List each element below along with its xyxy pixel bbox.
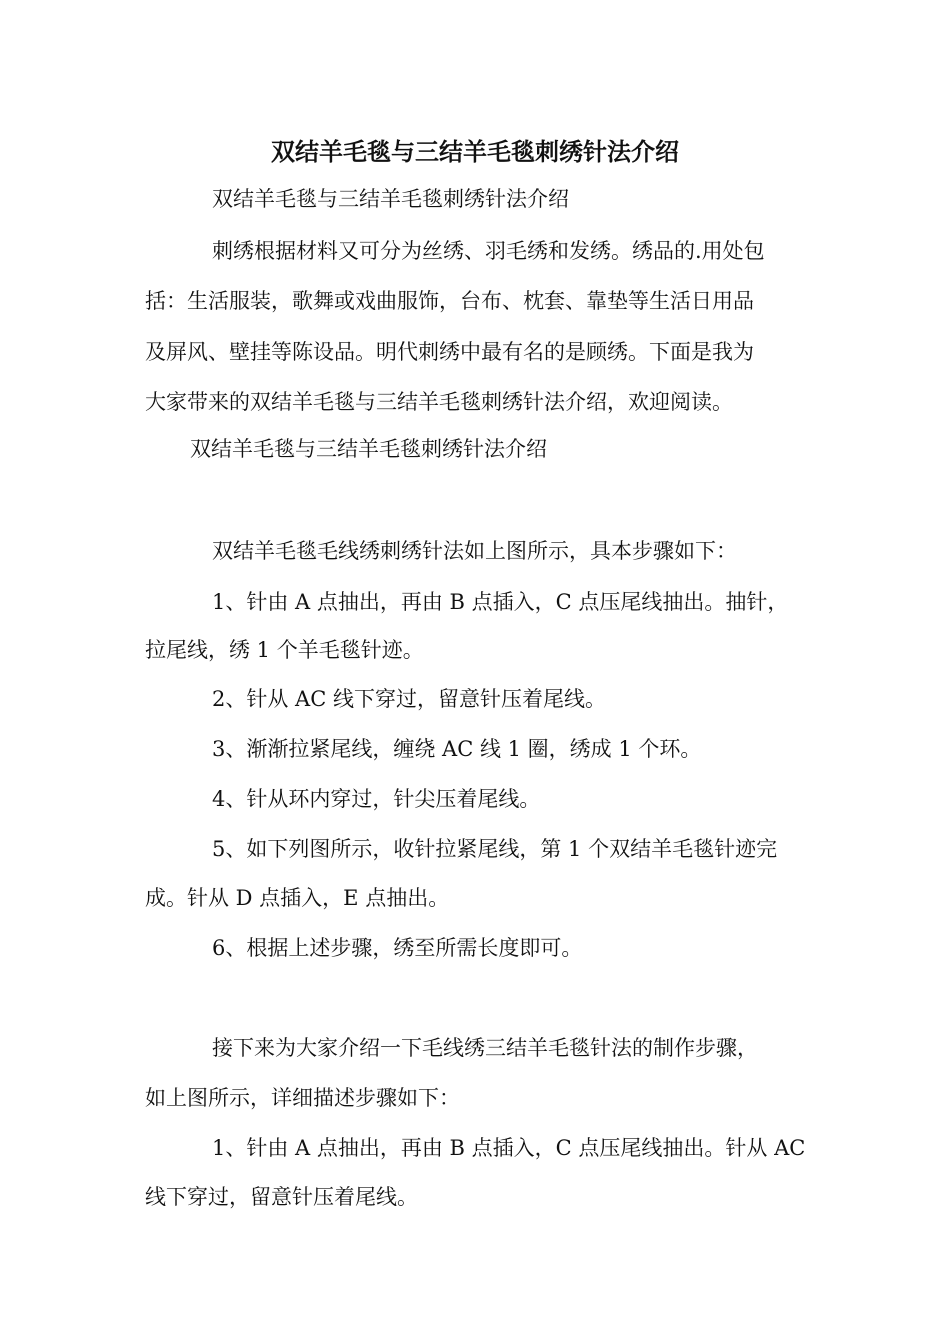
triple-step-1-line-1: 1、针由 A 点抽出，再由 B 点插入，C 点压尾线抽出。针从 AC bbox=[212, 1136, 806, 1160]
step-2: 2、针从 AC 线下穿过，留意针压着尾线。 bbox=[212, 687, 606, 711]
section-heading: 双结羊毛毯与三结羊毛毯刺绣针法介绍 bbox=[190, 437, 547, 461]
step-6: 6、根据上述步骤，绣至所需长度即可。 bbox=[212, 936, 583, 960]
step-1-line-2: 拉尾线，绣 1 个羊毛毯针迹。 bbox=[145, 638, 424, 662]
step-5-line-1: 5、如下列图所示，收针拉紧尾线，第 1 个双结羊毛毯针迹完 bbox=[212, 837, 778, 861]
document-title: 双结羊毛毯与三结羊毛毯刺绣针法介绍 bbox=[271, 137, 679, 166]
triple-step-1-line-2: 线下穿过，留意针压着尾线。 bbox=[145, 1185, 418, 1209]
intro-line-2: 括：生活服装，歌舞或戏曲服饰，台布、枕套、靠垫等生活日用品 bbox=[145, 289, 754, 313]
step-4: 4、针从环内穿过，针尖压着尾线。 bbox=[212, 787, 541, 811]
step-5-line-2: 成。针从 D 点插入，E 点抽出。 bbox=[145, 886, 450, 910]
intro-line-3: 及屏风、壁挂等陈设品。明代刺绣中最有名的是顾绣。下面是我为 bbox=[145, 340, 754, 364]
triple-knot-intro-line-1: 接下来为大家介绍一下毛线绣三结羊毛毯针法的制作步骤， bbox=[212, 1036, 758, 1060]
step-1-line-1: 1、针由 A 点抽出，再由 B 点插入，C 点压尾线抽出。抽针， bbox=[212, 590, 789, 614]
triple-knot-intro-line-2: 如上图所示，详细描述步骤如下： bbox=[145, 1086, 460, 1110]
intro-line-4: 大家带来的双结羊毛毯与三结羊毛毯刺绣针法介绍，欢迎阅读。 bbox=[145, 390, 733, 414]
step-3: 3、渐渐拉紧尾线，缠绕 AC 线 1 圈，绣成 1 个环。 bbox=[212, 737, 702, 761]
double-knot-intro: 双结羊毛毯毛线绣刺绣针法如上图所示，具本步骤如下： bbox=[212, 539, 737, 563]
intro-line-1: 刺绣根据材料又可分为丝绣、羽毛绣和发绣。绣品的.用处包 bbox=[212, 239, 765, 263]
subtitle-line: 双结羊毛毯与三结羊毛毯刺绣针法介绍 bbox=[212, 187, 569, 211]
